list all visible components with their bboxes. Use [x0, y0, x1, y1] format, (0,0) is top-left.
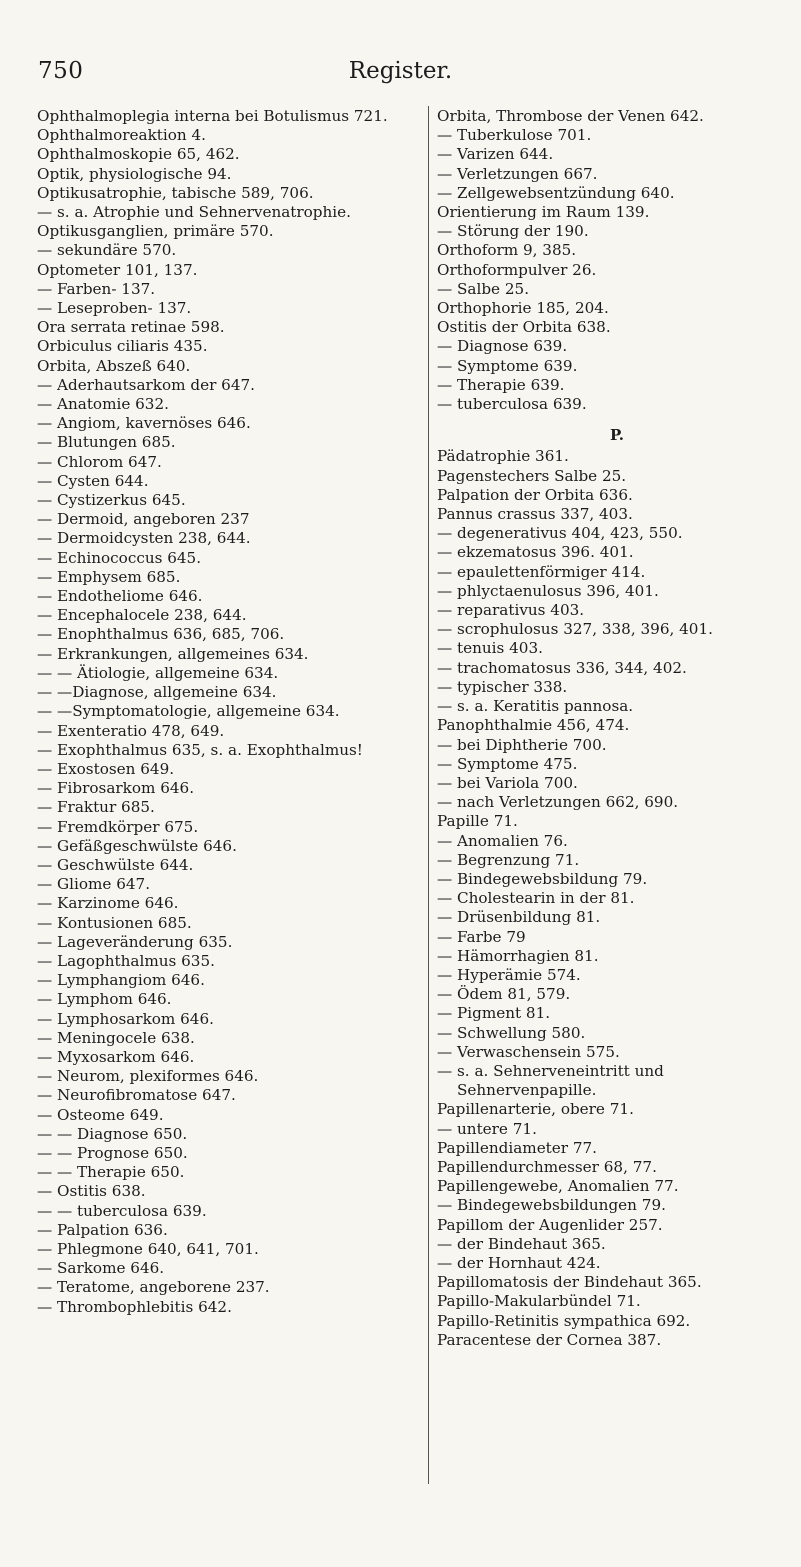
- index-entry: Papillo-Retinitis sympathica 692.: [437, 1311, 691, 1330]
- column-divider: [428, 106, 429, 1484]
- index-entry: — Lymphom 646.: [37, 990, 172, 1009]
- index-column-left: [37, 107, 423, 1317]
- index-entry: — Therapie 639.: [437, 375, 565, 394]
- index-entry: Orbita, Abszeß 640.: [37, 356, 191, 375]
- index-entry: — tenuis 403.: [437, 639, 543, 658]
- index-entry: Ophthalmoplegia interna bei Botulismus 721.: [37, 107, 388, 125]
- index-entry: — Lymphangiom 646.: [37, 971, 205, 990]
- index-entry: — Blutungen 685.: [37, 433, 176, 452]
- index-entry: Papillendiameter 77.: [437, 1138, 598, 1157]
- index-entry: — Enophthalmus 636, 685, 706.: [37, 625, 285, 644]
- index-entry: — Cholestearin in der 81.: [437, 889, 635, 908]
- index-entry: — bei Variola 700.: [437, 773, 578, 792]
- index-entry: — Symptome 475.: [437, 754, 578, 773]
- index-entry: Papillom der Augenlider 257.: [437, 1215, 663, 1234]
- index-entry: — Geschwülste 644.: [37, 855, 194, 874]
- index-entry: — typischer 338.: [437, 677, 568, 696]
- index-entry: — Karzinome 646.: [37, 894, 179, 913]
- index-entry: — Cysten 644.: [37, 471, 149, 490]
- index-entry: — Begrenzung 71.: [437, 850, 580, 869]
- index-entry: — Neurom, plexiformes 646.: [37, 1067, 259, 1086]
- index-entry: Optometer 101, 137.: [37, 260, 198, 279]
- index-entry: — Pigment 81.: [437, 1004, 551, 1023]
- index-entry: Orthoformpulver 26.: [437, 260, 597, 279]
- index-entry: — Meningocele 638.: [37, 1028, 195, 1047]
- index-entry: Ostitis der Orbita 638.: [437, 318, 611, 337]
- index-entry: — Lagophthalmus 635.: [37, 951, 215, 970]
- index-entry: Optik, physiologische 94.: [37, 164, 232, 183]
- index-entry: — der Hornhaut 424.: [437, 1253, 601, 1272]
- index-entry: Pagenstechers Salbe 25.: [437, 466, 627, 485]
- index-entry: — Erkrankungen, allgemeines 634.: [37, 644, 309, 663]
- index-entry: — Thrombophlebitis 642.: [37, 1297, 232, 1316]
- index-entry: Papillo-Makularbündel 71.: [437, 1292, 641, 1311]
- index-entry: — Salbe 25.: [437, 279, 530, 298]
- index-entry: — Teratome, angeborene 237.: [37, 1278, 270, 1297]
- index-entry: — Farben- 137.: [37, 279, 156, 298]
- index-entry: — untere 71.: [437, 1119, 537, 1138]
- index-entry: — Zellgewebsentzündung 640.: [437, 183, 675, 202]
- index-entry: — — Prognose 650.: [37, 1143, 188, 1162]
- index-entry: — Lymphosarkom 646.: [37, 1009, 214, 1028]
- index-entry: — tuberculosa 639.: [437, 395, 587, 414]
- index-column-right: [437, 107, 797, 1350]
- index-entry: — Anomalien 76.: [437, 831, 568, 850]
- index-entry: — scrophulosus 327, 338, 396, 401.: [437, 620, 713, 639]
- index-entry: Papillendurchmesser 68, 77.: [437, 1157, 657, 1176]
- index-entry: — — tuberculosa 639.: [37, 1201, 207, 1220]
- index-entry: Orientierung im Raum 139.: [437, 203, 650, 222]
- index-entry: Papillenarterie, obere 71.: [437, 1100, 634, 1119]
- index-entry: — Verletzungen 667.: [437, 164, 598, 183]
- index-entry: Papillomatosis der Bindehaut 365.: [437, 1273, 702, 1292]
- index-entry: Pannus crassus 337, 403.: [437, 505, 633, 524]
- index-entry: — — Ätiologie, allgemeine 634.: [37, 663, 279, 682]
- index-entry: — Symptome 639.: [437, 356, 578, 375]
- index-entry: Optikusganglien, primäre 570.: [37, 222, 274, 241]
- index-entry: — Kontusionen 685.: [37, 913, 192, 932]
- index-entry: — Fraktur 685.: [37, 798, 155, 817]
- index-entry: — Bindegewebsbildungen 79.: [437, 1196, 666, 1215]
- index-entry: Orthophorie 185, 204.: [437, 299, 609, 318]
- index-entry: — sekundäre 570.: [37, 241, 177, 260]
- index-entry: — s. a. Atrophie und Sehnervenatrophie.: [37, 203, 351, 222]
- index-entry: — Lageveränderung 635.: [37, 932, 233, 951]
- index-entry: — Angiom, kavernöses 646.: [37, 414, 251, 433]
- index-block-o-continued: [437, 107, 797, 414]
- index-entry: — s. a. Keratitis pannosa.: [437, 697, 634, 716]
- index-entry: — Farbe 79: [437, 927, 526, 946]
- index-entry: — Endotheliome 646.: [37, 587, 203, 606]
- index-entry: — nach Verletzungen 662, 690.: [437, 793, 679, 812]
- index-entry: Pädatrophie 361.: [437, 447, 569, 466]
- index-entry: — Aderhautsarkom der 647.: [37, 375, 255, 394]
- index-entry: — Neurofibromatose 647.: [37, 1086, 236, 1105]
- index-entry: — der Bindehaut 365.: [437, 1234, 606, 1253]
- index-entry: — Ödem 81, 579.: [437, 985, 571, 1004]
- index-entry: — Gefäßgeschwülste 646.: [37, 836, 237, 855]
- section-letter-p: P.: [609, 426, 625, 445]
- index-entry: — Drüsenbildung 81.: [437, 908, 601, 927]
- index-entry: — Fremdkörper 675.: [37, 817, 199, 836]
- index-entry: — Dermoid, angeboren 237: [37, 510, 250, 529]
- index-entry: Orthoform 9, 385.: [437, 241, 577, 260]
- index-entry: Papille 71.: [437, 812, 518, 831]
- index-entry: — Verwaschensein 575.: [437, 1042, 620, 1061]
- index-entry: — Gliome 647.: [37, 875, 151, 894]
- index-entry: — — Diagnose 650.: [37, 1124, 188, 1143]
- index-entry: Ora serrata retinae 598.: [37, 318, 225, 337]
- index-entry: — Ostitis 638.: [37, 1182, 146, 1201]
- index-entry: — Anatomie 632.: [37, 395, 169, 414]
- index-entry: — Cystizerkus 645.: [37, 491, 186, 510]
- index-entry: — —Symptomatologie, allgemeine 634.: [37, 702, 340, 721]
- index-entry: — Exophthalmus 635, s. a. Exophthalmus!: [37, 740, 363, 759]
- index-entry: — Bindegewebsbildung 79.: [437, 869, 648, 888]
- index-entry: — Myxosarkom 646.: [37, 1047, 195, 1066]
- index-entry: Orbita, Thrombose der Venen 642.: [437, 107, 704, 125]
- index-entry: — phlyctaenulosus 396, 401.: [437, 581, 659, 600]
- index-entry: — Varizen 644.: [437, 145, 554, 164]
- page-number: 750: [38, 58, 84, 84]
- index-entry: — Dermoidcysten 238, 644.: [37, 529, 251, 548]
- index-entry: — Exenteratio 478, 649.: [37, 721, 225, 740]
- index-entry: — Encephalocele 238, 644.: [37, 606, 247, 625]
- index-entry: — epaulettenförmiger 414.: [437, 562, 646, 581]
- index-entry: — Hyperämie 574.: [437, 965, 581, 984]
- index-entry: — trachomatosus 336, 344, 402.: [437, 658, 687, 677]
- index-entry: — Diagnose 639.: [437, 337, 568, 356]
- index-entry: — Phlegmone 640, 641, 701.: [37, 1239, 259, 1258]
- index-entry: — Exostosen 649.: [37, 759, 175, 778]
- index-entry: — Palpation 636.: [37, 1220, 168, 1239]
- index-entry: — Hämorrhagien 81.: [437, 946, 599, 965]
- index-entry: — Osteome 649.: [37, 1105, 164, 1124]
- running-head: Register.: [348, 58, 453, 84]
- index-entry: Paracentese der Cornea 387.: [437, 1330, 662, 1349]
- index-entry: Palpation der Orbita 636.: [437, 485, 633, 504]
- index-entry: Orbiculus ciliaris 435.: [37, 337, 208, 356]
- index-entry: — reparativus 403.: [437, 601, 585, 620]
- index-entry: Panophthalmie 456, 474.: [437, 716, 630, 735]
- index-block-p: [437, 447, 797, 1350]
- index-entry: Ophthalmoskopie 65, 462.: [37, 145, 240, 164]
- index-entry: Optikusatrophie, tabische 589, 706.: [37, 183, 314, 202]
- index-entry: — Emphysem 685.: [37, 567, 181, 586]
- index-entry: — degenerativus 404, 423, 550.: [437, 524, 683, 543]
- index-entry: — Leseproben- 137.: [37, 299, 192, 318]
- index-entry: — bei Diphtherie 700.: [437, 735, 607, 754]
- index-entry: Papillengewebe, Anomalien 77.: [437, 1177, 679, 1196]
- index-entry: — Schwellung 580.: [437, 1023, 586, 1042]
- index-entry: — Störung der 190.: [437, 222, 589, 241]
- index-entry: — Fibrosarkom 646.: [37, 779, 195, 798]
- index-entry: — Tuberkulose 701.: [437, 126, 592, 145]
- index-entry: — s. a. Sehnerveneintritt und Sehnervenpapille.: [437, 1061, 664, 1100]
- index-entry: Ophthalmoreaktion 4.: [37, 126, 207, 145]
- index-entry: — ekzematosus 396. 401.: [437, 543, 634, 562]
- index-entry: — Chlorom 647.: [37, 452, 162, 471]
- index-entry: — — Therapie 650.: [37, 1163, 185, 1182]
- index-entry: — —Diagnose, allgemeine 634.: [37, 683, 277, 702]
- index-entry: — Sarkome 646.: [37, 1259, 165, 1278]
- index-entry: — Echinococcus 645.: [37, 548, 202, 567]
